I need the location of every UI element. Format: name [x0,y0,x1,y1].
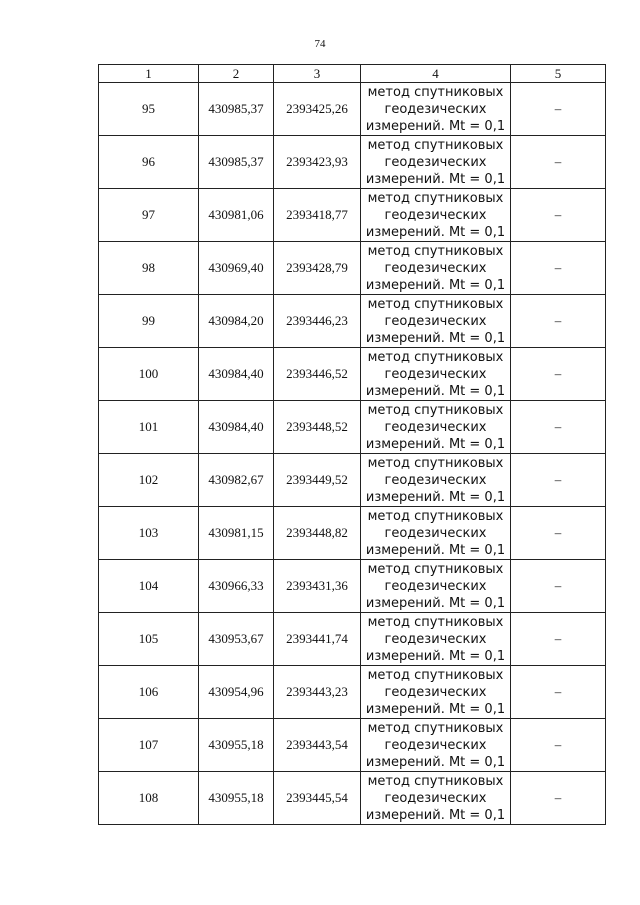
point-number-cell: 99 [99,295,199,348]
column-5-cell: – [511,242,606,295]
column-5-cell: – [511,613,606,666]
y-coordinate-cell: 2393446,23 [274,295,361,348]
column-5-cell: – [511,401,606,454]
column-5-cell: – [511,136,606,189]
point-number-cell: 97 [99,189,199,242]
column-5-cell: – [511,719,606,772]
column-header: 1 [99,65,199,83]
x-coordinate-cell: 430984,20 [199,295,274,348]
method-cell: метод спутниковых геодезических измерений. Mt = 0,1 [361,136,511,189]
y-coordinate-cell: 2393431,36 [274,560,361,613]
method-cell: метод спутниковых геодезических измерений. Mt = 0,1 [361,83,511,136]
table-row [99,560,606,613]
x-coordinate-cell: 430966,33 [199,560,274,613]
method-cell: метод спутниковых геодезических измерений. Mt = 0,1 [361,666,511,719]
x-coordinate-cell: 430981,06 [199,189,274,242]
point-number-cell: 105 [99,613,199,666]
table-row [99,136,606,189]
column-5-cell: – [511,772,606,825]
point-number-cell: 104 [99,560,199,613]
table-row [99,348,606,401]
x-coordinate-cell: 430955,18 [199,772,274,825]
x-coordinate-cell: 430985,37 [199,83,274,136]
method-cell: метод спутниковых геодезических измерений. Mt = 0,1 [361,295,511,348]
column-header: 4 [361,65,511,83]
method-cell: метод спутниковых геодезических измерений. Mt = 0,1 [361,189,511,242]
table-header-row [99,65,606,83]
method-cell: метод спутниковых геодезических измерений. Mt = 0,1 [361,772,511,825]
point-number-cell: 96 [99,136,199,189]
method-cell: метод спутниковых геодезических измерений. Mt = 0,1 [361,560,511,613]
y-coordinate-cell: 2393418,77 [274,189,361,242]
coordinates-table [98,64,606,825]
x-coordinate-cell: 430981,15 [199,507,274,560]
column-5-cell: – [511,560,606,613]
column-5-cell: – [511,295,606,348]
table-row [99,507,606,560]
method-cell: метод спутниковых геодезических измерений. Mt = 0,1 [361,242,511,295]
point-number-cell: 103 [99,507,199,560]
method-cell: метод спутниковых геодезических измерений. Mt = 0,1 [361,507,511,560]
point-number-cell: 108 [99,772,199,825]
table-row [99,454,606,507]
y-coordinate-cell: 2393443,23 [274,666,361,719]
column-5-cell: – [511,348,606,401]
point-number-cell: 107 [99,719,199,772]
x-coordinate-cell: 430984,40 [199,348,274,401]
point-number-cell: 106 [99,666,199,719]
table-row [99,189,606,242]
table-row [99,613,606,666]
x-coordinate-cell: 430984,40 [199,401,274,454]
y-coordinate-cell: 2393445,54 [274,772,361,825]
column-5-cell: – [511,666,606,719]
column-header: 5 [511,65,606,83]
method-cell: метод спутниковых геодезических измерений. Mt = 0,1 [361,719,511,772]
column-5-cell: – [511,507,606,560]
column-5-cell: – [511,83,606,136]
table-row [99,401,606,454]
table-body [99,83,606,825]
method-cell: метод спутниковых геодезических измерений. Mt = 0,1 [361,401,511,454]
y-coordinate-cell: 2393448,52 [274,401,361,454]
y-coordinate-cell: 2393448,82 [274,507,361,560]
page-number: 74 [314,38,326,50]
y-coordinate-cell: 2393446,52 [274,348,361,401]
y-coordinate-cell: 2393423,93 [274,136,361,189]
point-number-cell: 102 [99,454,199,507]
column-5-cell: – [511,454,606,507]
y-coordinate-cell: 2393425,26 [274,83,361,136]
x-coordinate-cell: 430954,96 [199,666,274,719]
column-5-cell: – [511,189,606,242]
x-coordinate-cell: 430955,18 [199,719,274,772]
table-row [99,295,606,348]
method-cell: метод спутниковых геодезических измерений. Mt = 0,1 [361,613,511,666]
y-coordinate-cell: 2393441,74 [274,613,361,666]
point-number-cell: 95 [99,83,199,136]
point-number-cell: 100 [99,348,199,401]
column-header: 3 [274,65,361,83]
table-row [99,83,606,136]
x-coordinate-cell: 430985,37 [199,136,274,189]
x-coordinate-cell: 430953,67 [199,613,274,666]
method-cell: метод спутниковых геодезических измерений. Mt = 0,1 [361,454,511,507]
y-coordinate-cell: 2393443,54 [274,719,361,772]
y-coordinate-cell: 2393449,52 [274,454,361,507]
y-coordinate-cell: 2393428,79 [274,242,361,295]
table-row [99,666,606,719]
table-row [99,719,606,772]
point-number-cell: 101 [99,401,199,454]
column-header: 2 [199,65,274,83]
point-number-cell: 98 [99,242,199,295]
table-row [99,772,606,825]
x-coordinate-cell: 430982,67 [199,454,274,507]
table-row [99,242,606,295]
x-coordinate-cell: 430969,40 [199,242,274,295]
method-cell: метод спутниковых геодезических измерений. Mt = 0,1 [361,348,511,401]
